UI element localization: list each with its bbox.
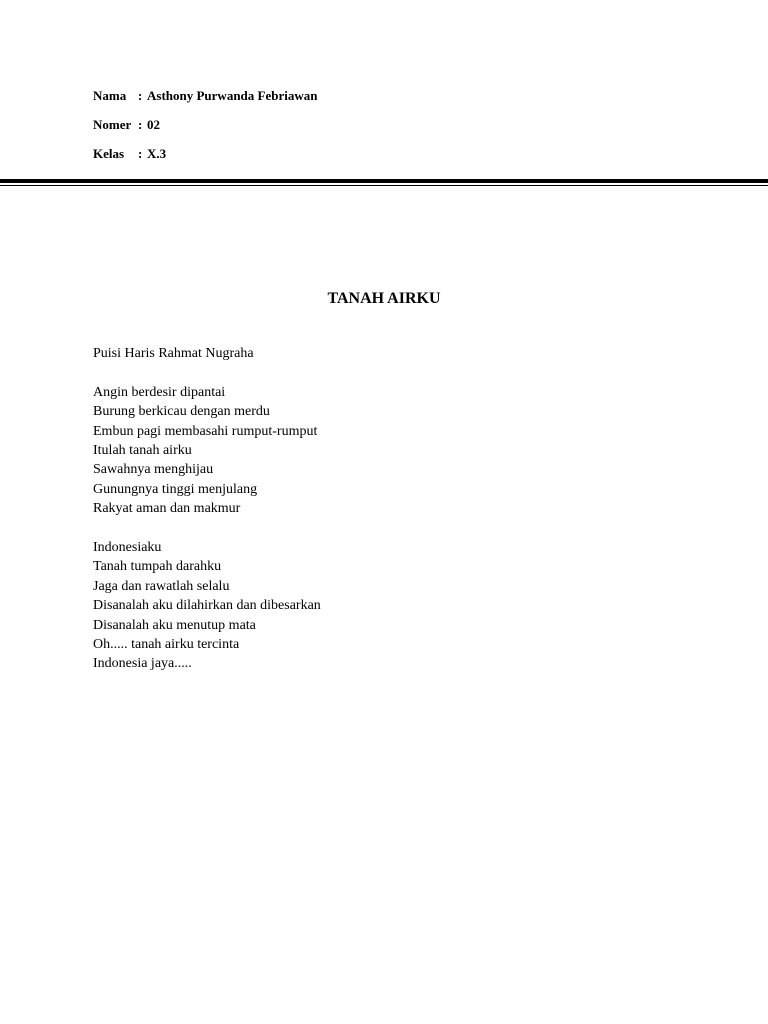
poem-line: Disanalah aku dilahirkan dan dibesarkan — [93, 598, 321, 614]
number-row — [93, 115, 317, 144]
poem-line: Rakyat aman dan makmur — [93, 501, 241, 517]
poem-line: Burung berkicau dengan merdu — [93, 404, 270, 420]
name-label: Nama — [93, 88, 127, 103]
number-value: 02 — [147, 117, 160, 132]
stanza-gap — [93, 363, 321, 382]
number-separator: : — [138, 117, 143, 132]
poem-body — [93, 344, 321, 674]
poem-line: Sawahnya menghijau — [93, 462, 214, 478]
name-row — [93, 86, 317, 115]
header-divider-thin — [0, 185, 768, 186]
poem-line: Oh..... tanah airku tercinta — [93, 637, 240, 653]
class-row — [93, 144, 317, 173]
number-label: Nomer — [93, 117, 132, 132]
name-value: Asthony Purwanda Febriawan — [147, 88, 318, 103]
class-separator: : — [138, 146, 143, 161]
poem-line: Tanah tumpah darahku — [93, 559, 222, 575]
stanza-gap — [93, 519, 321, 538]
student-info — [93, 86, 317, 173]
stanza-2 — [93, 538, 321, 674]
poem-author: Puisi Haris Rahmat Nugraha — [93, 346, 254, 361]
poem-title: TANAH AIRKU — [327, 290, 441, 307]
poem-line: Indonesia jaya..... — [93, 656, 192, 672]
class-value: X.3 — [147, 146, 167, 161]
poem-line: Disanalah aku menutup mata — [93, 617, 256, 633]
poem-line: Gunungnya tinggi menjulang — [93, 481, 258, 497]
poem-line: Angin berdesir dipantai — [93, 384, 226, 400]
poem-title-container — [0, 290, 768, 308]
poem-line: Itulah tanah airku — [93, 443, 192, 459]
poem-line: Jaga dan rawatlah selalu — [93, 578, 230, 594]
name-separator: : — [138, 88, 143, 103]
stanza-1 — [93, 383, 321, 519]
header-divider-thick — [0, 179, 768, 183]
poem-line: Embun pagi membasahi rumput-rumput — [93, 423, 318, 439]
class-label: Kelas — [93, 146, 125, 161]
poem-line: Indonesiaku — [93, 540, 162, 556]
